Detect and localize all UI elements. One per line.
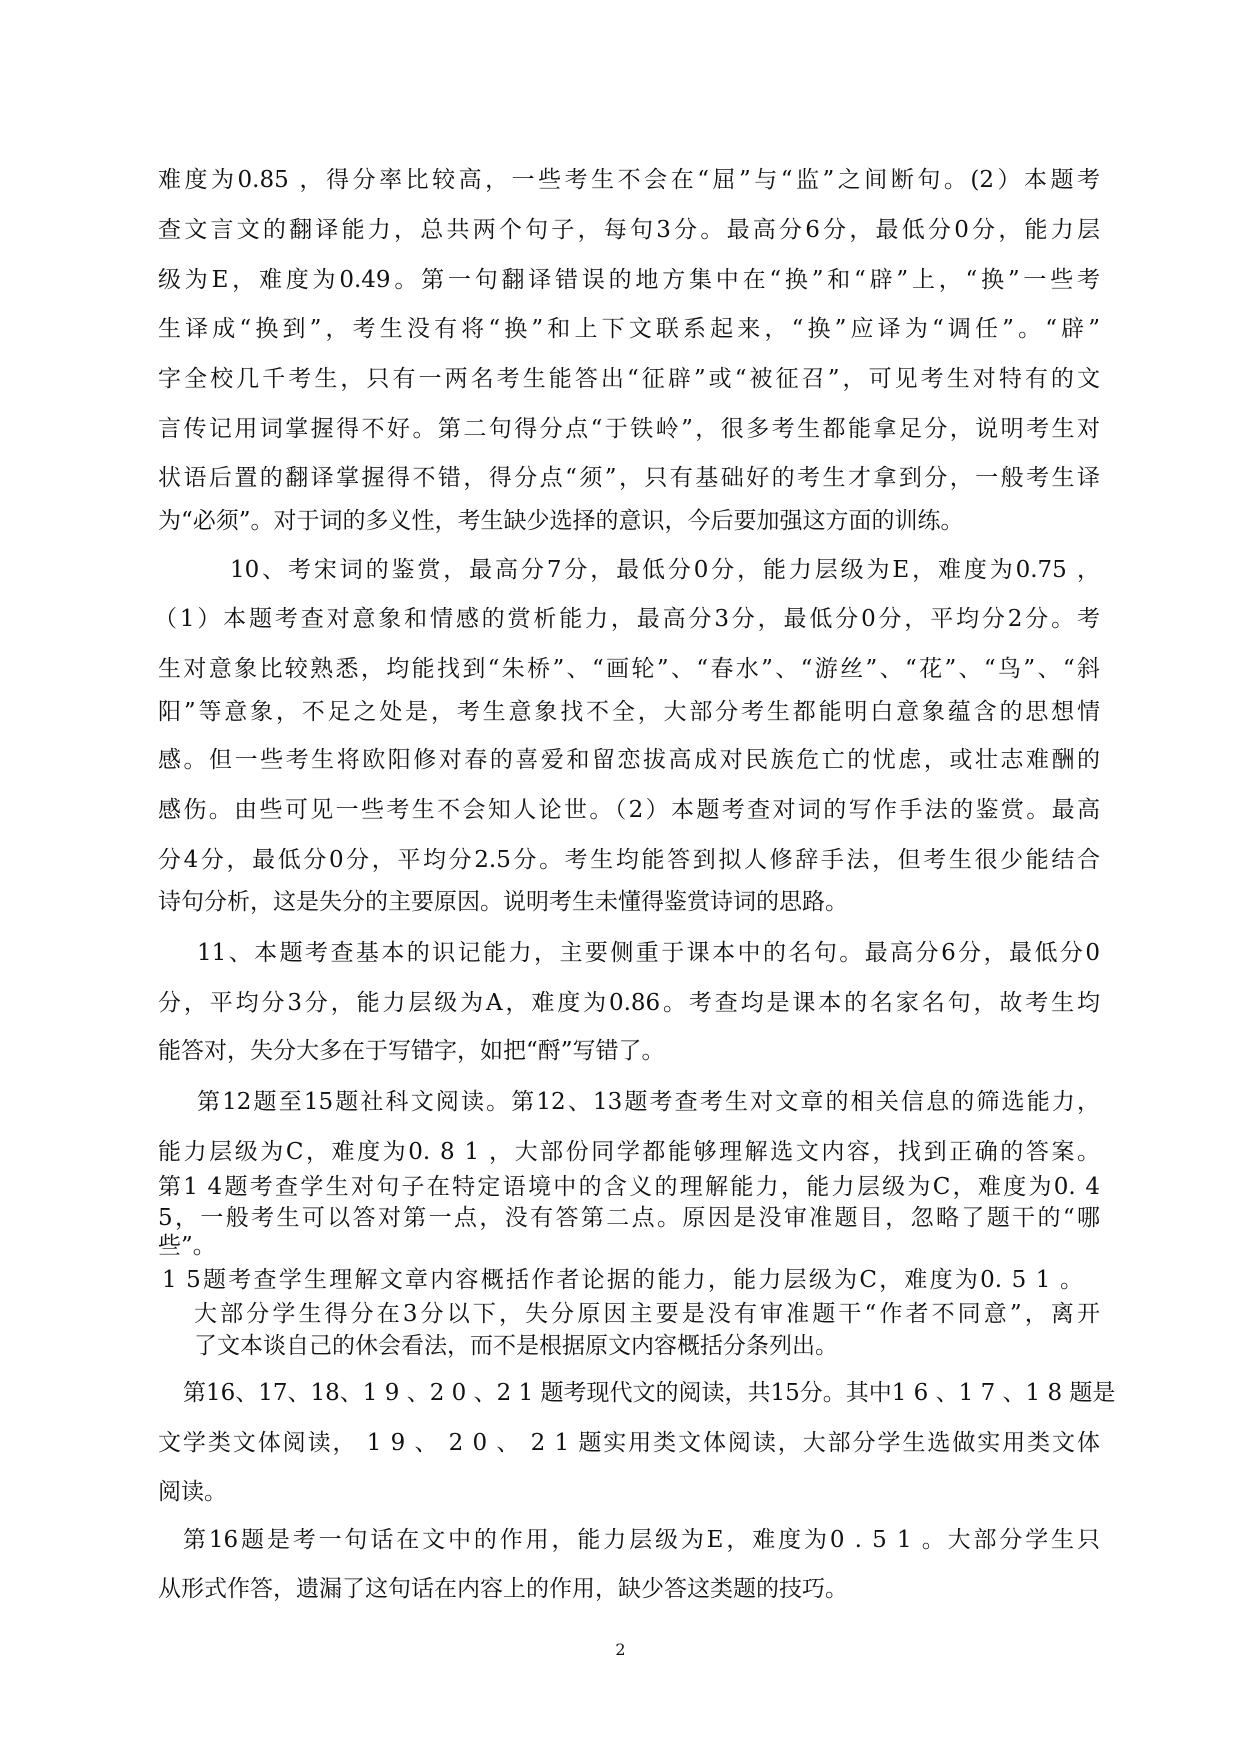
text-line: 10、考宋词的鉴赏，最高分7分，最低分0分，能力层级为E，难度为0.75 ，	[230, 557, 1100, 583]
text-line: 能答对，失分大多在于写错字，如把“酹”写错了。	[158, 1038, 665, 1064]
text-line: 第16、17、18、1 9 、2 0 、2 1 题考现代文的阅读，共15分。其中1 6 、1 7 、1 8 题是	[183, 1380, 1116, 1406]
text-line: 第1 4题考查学生对句子在特定语境中的含义的理解能力，能力层级为C，难度为0. 4	[158, 1174, 1100, 1200]
text-line: 1 5题考查学生理解文章内容概括作者论据的能力，能力层级为C，难度为0. 5 1 。	[162, 1267, 1083, 1293]
text-line: 些”。	[158, 1233, 216, 1259]
text-line: 能力层级为C，难度为0. 8 1 ，大部份同学都能够理解选文内容，找到正确的答案。	[158, 1139, 1100, 1165]
text-line: 言传记用词掌握得不好。第二句得分点“于铁岭”，很多考生都能拿足分，说明考生对	[158, 416, 1100, 442]
text-line: 分4分，最低分0分，平均分2.5分。考生均能答到拟人修辞手法，但考生很少能结合	[158, 847, 1100, 873]
text-line: 11、本题考查基本的识记能力，主要侧重于课本中的名句。最高分6分，最低分0	[197, 940, 1100, 966]
text-line: 阳”等意象，不足之处是，考生意象找不全，大部分考生都能明白意象蕴含的思想情	[158, 699, 1100, 725]
text-line: 感。但一些考生将欧阳修对春的喜爱和留恋拔高成对民族危亡的忧虑，或壮志难酬的	[158, 747, 1100, 773]
text-line: 从形式作答，遗漏了这句话在内容上的作用，缺少答这类题的技巧。	[158, 1576, 848, 1602]
text-line: 状语后置的翻译掌握得不错，得分点“须”，只有基础好的考生才拿到分，一般考生译	[158, 465, 1100, 491]
text-line: 5，一般考生可以答对第一点，没有答第二点。原因是没审准题目，忽略了题干的“哪	[158, 1205, 1100, 1231]
text-line: 第16题是考一句话在文中的作用，能力层级为E，难度为0 . 5 1 。大部分学生只	[183, 1527, 1100, 1553]
text-line: 诗句分析，这是失分的主要原因。说明考生未懂得鉴赏诗词的思路。	[158, 889, 848, 915]
text-line: 分，平均分3分，能力层级为A，难度为0.86。考查均是课本的名家名句，故考生均	[158, 990, 1100, 1016]
text-line: 了文本谈自己的休会看法，而不是根据原文内容概括分条列出。	[194, 1333, 838, 1359]
text-line: 字全校几千考生，只有一两名考生能答出“征辟”或“被征召”，可见考生对特有的文	[158, 366, 1100, 392]
text-line: 第12题至15题社科文阅读。第12、13题考查考生对文章的相关信息的筛选能力，	[197, 1089, 1100, 1115]
text-line: 感伤。由些可见一些考生不会知人论世。（2）本题考查对词的写作手法的鉴赏。最高	[158, 797, 1100, 823]
text-line: 大部分学生得分在3分以下，失分原因主要是没有审准题干“作者不同意”，离开	[194, 1301, 1100, 1327]
text-line: 查文言文的翻译能力，总共两个句子，每句3分。最高分6分，最低分0分，能力层	[158, 217, 1100, 243]
text-line: 生对意象比较熟悉，均能找到“朱桥”、“画轮”、“春水”、“游丝”、“花”、“鸟”、“斜	[158, 656, 1100, 682]
text-line: 级为E，难度为0.49。第一句翻译错误的地方集中在“换”和“辟”上，“换”一些考	[158, 267, 1100, 293]
text-line: （1）本题考查对意象和情感的赏析能力，最高分3分，最低分0分，平均分2分。考	[154, 606, 1100, 632]
page-number: 2	[615, 1640, 626, 1659]
text-line: 难度为0.85 ，得分率比较高，一些考生不会在“屈”与“监”之间断句。(2）本题考	[158, 167, 1100, 193]
text-line: 阅读。	[158, 1479, 227, 1505]
text-line: 为“必须”。对于词的多义性，考生缺少选择的意识，今后要加强这方面的训练。	[158, 508, 964, 534]
text-line: 文学类文体阅读， 1 9 、 2 0 、 2 1 题实用类文体阅读，大部分学生选做实用类文体	[158, 1430, 1100, 1456]
text-line: 生译成“换到”，考生没有将“换”和上下文联系起来，“换”应译为“调任”。“辟”	[158, 316, 1100, 342]
